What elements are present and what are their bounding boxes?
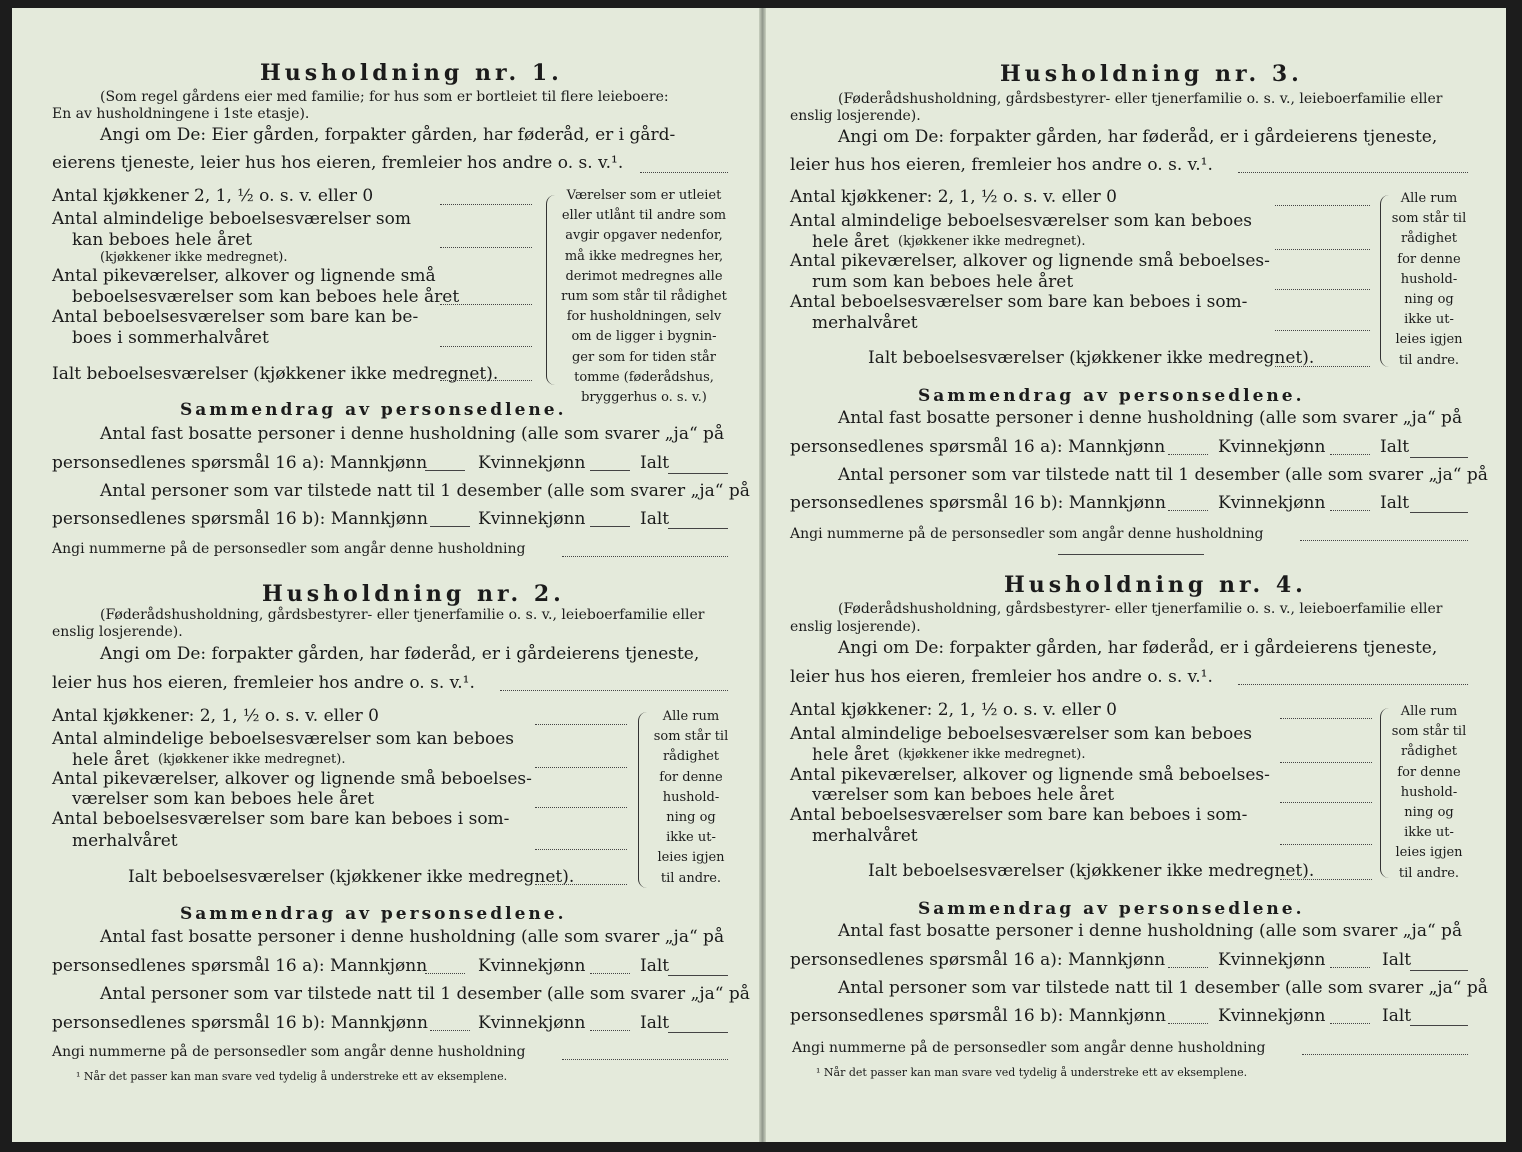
answer-line[interactable] bbox=[1280, 802, 1372, 803]
summary-title: Sammendrag av personsedlene. bbox=[918, 899, 1305, 919]
room-line: rum som kan beboes hele året bbox=[812, 272, 1074, 292]
answer-line[interactable] bbox=[1280, 844, 1372, 845]
angi-text: Angi om De: forpakter gården, har føderåd, er i gårdeierens tjeneste, bbox=[838, 638, 1438, 658]
summary-text: Ialt bbox=[1382, 1006, 1412, 1026]
answer-line[interactable] bbox=[535, 767, 627, 768]
answer-line[interactable] bbox=[1330, 454, 1370, 455]
answer-line[interactable] bbox=[1410, 970, 1468, 971]
answer-line[interactable] bbox=[440, 304, 532, 305]
angi-text: leier hus hos eieren, fremleier hos andre o. s. v.¹. bbox=[52, 673, 475, 693]
household-title: Husholdning nr. 3. bbox=[1000, 61, 1303, 87]
answer-line[interactable] bbox=[1168, 454, 1208, 455]
summary-text: Ialt bbox=[640, 956, 670, 976]
summary-text: Antal fast bosatte personer i denne husholdning (alle som svarer „ja“ på bbox=[100, 424, 725, 444]
answer-line[interactable] bbox=[1275, 289, 1370, 290]
summary-text: Kvinnekjønn bbox=[1218, 493, 1326, 513]
answer-line[interactable] bbox=[1330, 967, 1370, 968]
room-line: hele året bbox=[812, 232, 890, 252]
answer-line[interactable] bbox=[1168, 510, 1208, 511]
answer-line[interactable] bbox=[1168, 1023, 1208, 1024]
side-note: Alle rum som står til rådighet for denne hushold- ning og ikke ut- leies igjen til andre. bbox=[1391, 704, 1467, 881]
angi-text: leier hus hos eieren, fremleier hos andre o. s. v.¹. bbox=[790, 667, 1213, 687]
summary-text: Kvinnekjønn bbox=[478, 956, 586, 976]
answer-line[interactable] bbox=[1280, 718, 1372, 719]
answer-line[interactable] bbox=[1410, 457, 1468, 458]
household-note: En av husholdningene i 1ste etasje). bbox=[52, 106, 310, 122]
room-line: Antal almindelige beboelsesværelser som kan beboes bbox=[790, 211, 1252, 231]
answer-line[interactable] bbox=[1410, 512, 1468, 513]
angi-text: Angi om De: forpakter gården, har føderåd, er i gårdeierens tjeneste, bbox=[100, 644, 700, 664]
side-note: Værelser som er utleiet eller utlånt til andre som avgir opgaver nedenfor, må ikke medregnes her, derimot medregnes alle rum som står til rådighet for husholdningen, selv om de ligger i bygnin- ger som for tiden står tomme (føderådshus, bryggerhus o. s. v.) bbox=[561, 188, 727, 406]
room-line: Antal kjøkkener: 2, 1, ½ o. s. v. eller 0 bbox=[790, 187, 1117, 207]
answer-line[interactable] bbox=[668, 975, 728, 976]
room-line: Antal pikeværelser, alkover og lignende små bbox=[52, 266, 436, 286]
angi-text: Angi om De: Eier gården, forpakter gården, har føderåd, er i gård- bbox=[100, 125, 676, 145]
answer-line[interactable] bbox=[668, 473, 728, 474]
footnote: ¹ Når det passer kan man svare ved tydelig å understreke ett av eksemplene. bbox=[816, 1066, 1248, 1079]
room-line: merhalvåret bbox=[812, 313, 918, 333]
room-line: Antal pikeværelser, alkover og lignende små beboelses- bbox=[790, 765, 1270, 785]
answer-line[interactable] bbox=[440, 247, 532, 248]
summary-text: Kvinnekjønn bbox=[1218, 1006, 1326, 1026]
summary-text: personsedlenes spørsmål 16 a): Mannkjønn bbox=[52, 453, 428, 473]
room-line: Antal pikeværelser, alkover og lignende små beboelses- bbox=[52, 769, 532, 789]
summary-text: Ialt bbox=[1382, 950, 1412, 970]
angi-text: eierens tjeneste, leier hus hos eieren, fremleier hos andre o. s. v.¹. bbox=[52, 153, 624, 173]
room-line: beboelsesværelser som kan beboes hele året bbox=[72, 287, 460, 307]
room-line: Antal pikeværelser, alkover og lignende små beboelses- bbox=[790, 251, 1270, 271]
summary-text: Ialt bbox=[1380, 437, 1410, 457]
answer-line[interactable] bbox=[668, 528, 728, 529]
summary-text: Kvinnekjønn bbox=[478, 453, 586, 473]
room-line: værelser som kan beboes hele året bbox=[72, 789, 375, 809]
household-note: (Som regel gårdens eier med familie; for hus som er bortleiet til flere leieboere: bbox=[100, 89, 669, 105]
room-total: Ialt beboelsesværelser (kjøkkener ikke medregnet). bbox=[868, 348, 1315, 368]
side-note: Alle rum som står til rådighet for denne hushold- ning og ikke ut- leies igjen til andre. bbox=[1391, 191, 1467, 368]
summary-text: Antal fast bosatte personer i denne husholdning (alle som svarer „ja“ på bbox=[838, 921, 1463, 941]
answer-line[interactable] bbox=[1275, 205, 1370, 206]
summary-text: personsedlenes spørsmål 16 b): Mannkjønn bbox=[52, 1013, 428, 1033]
numbers-line: Angi nummerne på de personsedler som angår denne husholdning bbox=[52, 1044, 526, 1060]
summary-title: Sammendrag av personsedlene. bbox=[918, 386, 1305, 406]
summary-text: Kvinnekjønn bbox=[1218, 950, 1326, 970]
answer-line[interactable] bbox=[590, 1030, 630, 1031]
room-line: Antal beboelsesværelser som bare kan be- bbox=[52, 307, 419, 327]
room-line: hele året bbox=[72, 750, 150, 770]
answer-line[interactable] bbox=[1302, 1054, 1468, 1055]
numbers-line: Angi nummerne på de personsedler som angår denne husholdning bbox=[790, 526, 1264, 542]
answer-line[interactable] bbox=[425, 973, 465, 974]
summary-text: Ialt bbox=[640, 1013, 670, 1033]
answer-line[interactable] bbox=[440, 380, 532, 381]
household-note: enslig losjerende). bbox=[790, 108, 921, 124]
angi-text: Angi om De: forpakter gården, har føderåd, er i gårdeierens tjeneste, bbox=[838, 127, 1438, 147]
room-total: Ialt beboelsesværelser (kjøkkener ikke medregnet). bbox=[868, 861, 1315, 881]
answer-line[interactable] bbox=[668, 1032, 728, 1033]
numbers-line: Angi nummerne på de personsedler som angår denne husholdning bbox=[52, 541, 526, 557]
room-line: hele året bbox=[812, 745, 890, 765]
household-note: enslig losjerende). bbox=[790, 619, 921, 635]
answer-line[interactable] bbox=[1300, 540, 1468, 541]
answer-line[interactable] bbox=[440, 204, 532, 205]
answer-line[interactable] bbox=[1330, 510, 1370, 511]
household-note: (Føderådshusholdning, gårdsbestyrer- eller tjenerfamilie o. s. v., leieboerfamilie eller bbox=[838, 91, 1443, 107]
room-line: (kjøkkener ikke medregnet). bbox=[100, 250, 288, 265]
room-line: (kjøkkener ikke medregnet). bbox=[158, 752, 346, 767]
answer-line[interactable] bbox=[430, 1030, 470, 1031]
summary-text: Antal personer som var tilstede natt til 1 desember (alle som svarer „ja“ på bbox=[838, 978, 1488, 998]
summary-text: Ialt bbox=[640, 453, 670, 473]
answer-line[interactable] bbox=[1410, 1025, 1468, 1026]
room-line: Antal almindelige beboelsesværelser som bbox=[52, 209, 411, 229]
answer-line[interactable] bbox=[1238, 684, 1468, 685]
summary-text: Antal personer som var tilstede natt til 1 desember (alle som svarer „ja“ på bbox=[100, 984, 750, 1004]
room-line: værelser som kan beboes hele året bbox=[812, 785, 1115, 805]
room-line: Antal beboelsesværelser som bare kan beboes i som- bbox=[790, 292, 1248, 312]
answer-line[interactable] bbox=[562, 1059, 728, 1060]
household-title: Husholdning nr. 1. bbox=[260, 60, 563, 86]
summary-text: personsedlenes spørsmål 16 b): Mannkjønn bbox=[52, 509, 428, 529]
room-line: merhalvåret bbox=[812, 826, 918, 846]
summary-text: personsedlenes spørsmål 16 b): Mannkjønn bbox=[790, 493, 1166, 513]
answer-line[interactable] bbox=[1238, 172, 1468, 173]
page-fold bbox=[759, 8, 766, 1142]
room-line: Antal beboelsesværelser som bare kan beboes i som- bbox=[52, 809, 510, 829]
summary-text: Antal fast bosatte personer i denne husholdning (alle som svarer „ja“ på bbox=[100, 927, 725, 947]
answer-line[interactable] bbox=[500, 690, 728, 691]
summary-text: Antal personer som var tilstede natt til 1 desember (alle som svarer „ja“ på bbox=[838, 465, 1488, 485]
angi-text: leier hus hos eieren, fremleier hos andre o. s. v.¹. bbox=[790, 155, 1213, 175]
room-total: Ialt beboelsesværelser (kjøkkener ikke medregnet). bbox=[52, 364, 499, 384]
room-line: Antal kjøkkener 2, 1, ½ o. s. v. eller 0 bbox=[52, 186, 374, 206]
separator-rule bbox=[1058, 554, 1204, 555]
summary-text: Kvinnekjønn bbox=[478, 1013, 586, 1033]
summary-text: personsedlenes spørsmål 16 a): Mannkjønn bbox=[790, 950, 1166, 970]
summary-text: Antal fast bosatte personer i denne husholdning (alle som svarer „ja“ på bbox=[838, 408, 1463, 428]
summary-text: personsedlenes spørsmål 16 b): Mannkjønn bbox=[790, 1006, 1166, 1026]
answer-line[interactable] bbox=[1275, 330, 1370, 331]
summary-text: Kvinnekjønn bbox=[1218, 437, 1326, 457]
answer-line[interactable] bbox=[1275, 249, 1370, 250]
answer-line[interactable] bbox=[562, 556, 728, 557]
answer-line[interactable] bbox=[440, 346, 532, 347]
room-line: boes i sommerhalvåret bbox=[72, 328, 269, 348]
answer-line[interactable] bbox=[590, 973, 630, 974]
summary-text: Ialt bbox=[1380, 493, 1410, 513]
summary-title: Sammendrag av personsedlene. bbox=[180, 904, 567, 924]
room-line: (kjøkkener ikke medregnet). bbox=[898, 747, 1086, 762]
answer-line[interactable] bbox=[590, 526, 630, 527]
room-line: merhalvåret bbox=[72, 831, 178, 851]
room-total: Ialt beboelsesværelser (kjøkkener ikke medregnet). bbox=[128, 867, 575, 887]
answer-line[interactable] bbox=[640, 172, 728, 173]
answer-line[interactable] bbox=[430, 526, 470, 527]
summary-text: personsedlenes spørsmål 16 a): Mannkjønn bbox=[790, 437, 1166, 457]
summary-title: Sammendrag av personsedlene. bbox=[180, 400, 567, 420]
answer-line[interactable] bbox=[535, 849, 627, 850]
footnote: ¹ Når det passer kan man svare ved tydelig å understreke ett av eksemplene. bbox=[76, 1070, 508, 1083]
answer-line[interactable] bbox=[1280, 879, 1372, 880]
answer-line[interactable] bbox=[535, 724, 627, 725]
summary-text: personsedlenes spørsmål 16 a): Mannkjønn bbox=[52, 956, 428, 976]
room-line: (kjøkkener ikke medregnet). bbox=[898, 234, 1086, 249]
answer-line[interactable] bbox=[425, 470, 465, 471]
room-line: Antal beboelsesværelser som bare kan beboes i som- bbox=[790, 805, 1248, 825]
side-note: Alle rum som står til rådighet for denne hushold- ning og ikke ut- leies igjen til andre. bbox=[653, 709, 729, 886]
answer-line[interactable] bbox=[535, 884, 627, 885]
summary-text: Antal personer som var tilstede natt til 1 desember (alle som svarer „ja“ på bbox=[100, 481, 750, 501]
answer-line[interactable] bbox=[1280, 762, 1372, 763]
summary-text: Ialt bbox=[640, 509, 670, 529]
answer-line[interactable] bbox=[590, 470, 630, 471]
household-note: (Føderådshusholdning, gårdsbestyrer- eller tjenerfamilie o. s. v., leieboerfamilie eller bbox=[838, 601, 1443, 617]
household-note: enslig losjerende). bbox=[52, 624, 183, 640]
household-title: Husholdning nr. 2. bbox=[262, 581, 565, 607]
room-line: Antal kjøkkener: 2, 1, ½ o. s. v. eller 0 bbox=[790, 700, 1117, 720]
room-line: Antal kjøkkener: 2, 1, ½ o. s. v. eller 0 bbox=[52, 706, 379, 726]
room-line: Antal almindelige beboelsesværelser som kan beboes bbox=[52, 729, 514, 749]
numbers-line: Angi nummerne på de personsedler som angår denne husholdning bbox=[792, 1040, 1266, 1056]
answer-line[interactable] bbox=[535, 807, 627, 808]
room-line: kan beboes hele året bbox=[72, 230, 253, 250]
household-note: (Føderådshusholdning, gårdsbestyrer- eller tjenerfamilie o. s. v., leieboerfamilie eller bbox=[100, 607, 705, 623]
summary-text: Kvinnekjønn bbox=[478, 509, 586, 529]
room-line: Antal almindelige beboelsesværelser som kan beboes bbox=[790, 724, 1252, 744]
answer-line[interactable] bbox=[1275, 366, 1370, 367]
answer-line[interactable] bbox=[1168, 967, 1208, 968]
answer-line[interactable] bbox=[1330, 1023, 1370, 1024]
household-title: Husholdning nr. 4. bbox=[1004, 572, 1307, 598]
